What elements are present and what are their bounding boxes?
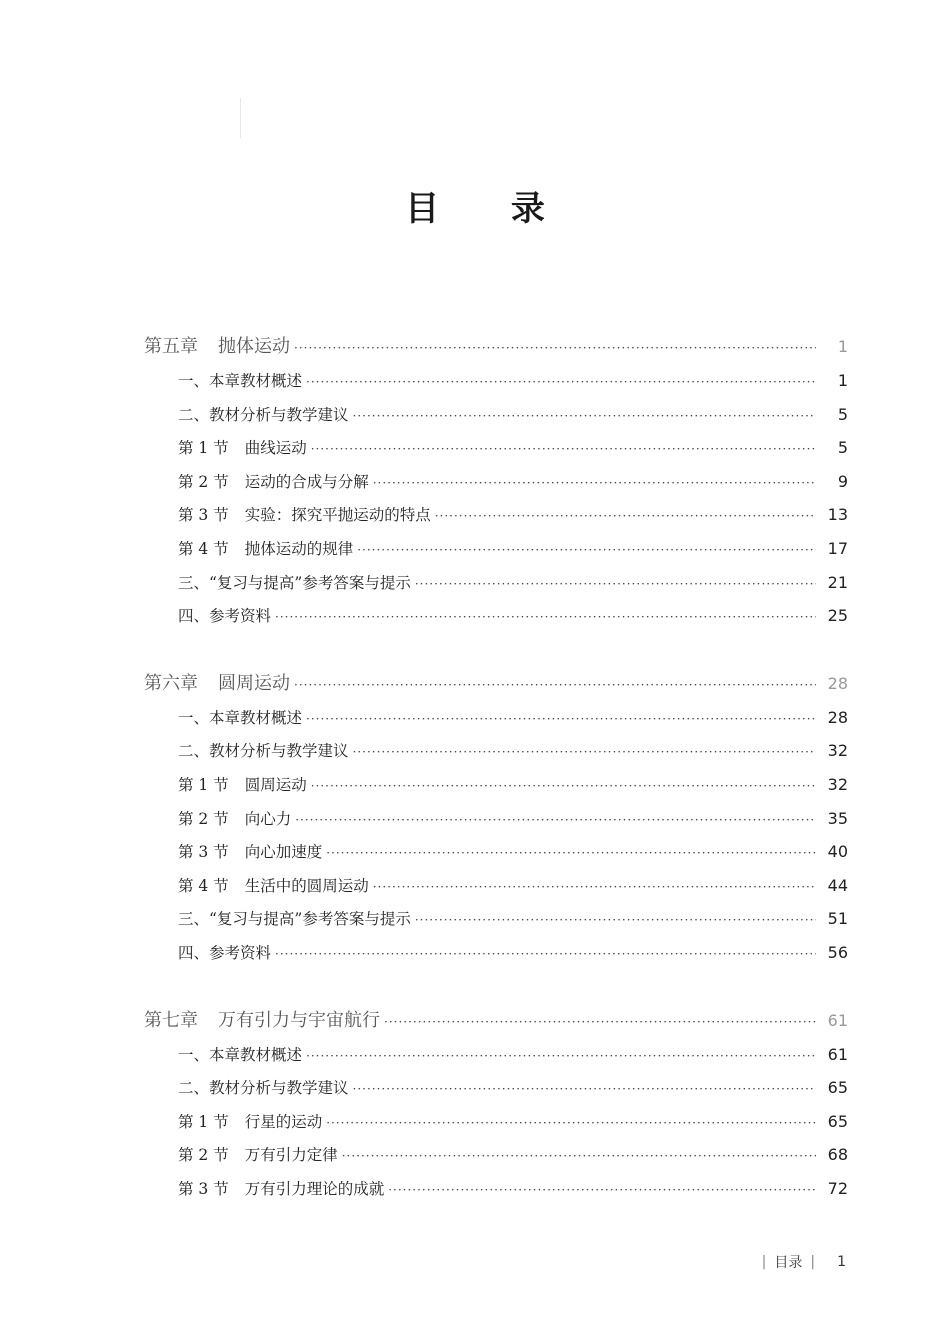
toc-entry[interactable] [144,599,848,633]
entry-title: 运动的合成与分解 [244,472,369,491]
dot-leader [311,770,816,804]
entry-title: 四、参考资料 [178,607,272,626]
toc-entry[interactable] [144,398,848,432]
toc-entry[interactable] [144,835,848,869]
toc-entry[interactable] [144,802,848,836]
dot-leader [306,703,816,737]
entry-title: 圆周运动 [244,775,307,794]
chapter-number: 第六章 [144,672,198,694]
dot-leader [357,534,816,568]
entry-label [178,1072,349,1106]
entry-label [178,803,291,837]
entry-label [178,1039,302,1073]
chapter-title: 抛体运动 [218,336,290,357]
entry-page-number: 9 [837,471,848,491]
entry-title: 抛体运动的规律 [244,539,354,558]
page-title: 目 录 [405,188,575,229]
entry-page-number: 21 [827,572,848,592]
dot-leader [275,938,816,972]
entry-label [178,836,322,870]
chapter-title: 万有引力与宇宙航行 [218,1009,380,1031]
entry-label [178,600,271,634]
entry-page-number: 51 [827,909,848,929]
dot-leader [388,1174,816,1208]
entry-label [178,702,302,736]
entry-page-number: 40 [827,842,848,862]
entry-page-number: 28 [827,707,848,727]
chapter-page-number: 28 [827,673,848,693]
dot-leader [384,1005,816,1039]
entry-title: 一、本章教材概述 [178,372,303,390]
entry-page-number: 65 [827,1078,848,1098]
chapter-page-number: 1 [837,337,848,356]
section-number: 第 1 节 [178,1112,229,1131]
chapter-label [144,330,290,364]
toc-entry[interactable] [144,902,848,936]
footer-label: 目录 [774,1255,803,1271]
entry-label [178,533,353,567]
chapter-section [144,330,848,633]
section-number: 第 1 节 [178,775,229,794]
dot-leader [415,568,816,602]
table-of-contents [144,330,848,1239]
dot-leader [294,668,816,702]
chapter-label [144,667,290,701]
entry-page-number: 5 [837,404,848,424]
dot-leader [353,736,816,770]
toc-entry[interactable] [144,1105,848,1139]
footer-divider: | [761,1254,767,1270]
chapter-row[interactable] [144,1004,848,1038]
entry-title: 二、教材分析与教学建议 [178,742,349,761]
entry-title: 行星的运动 [244,1112,323,1131]
dot-leader [373,467,816,501]
footer-divider: | [810,1254,816,1270]
entry-page-number: 68 [827,1145,848,1165]
dot-leader [326,837,816,871]
dot-leader [311,433,816,467]
entry-page-number: 5 [837,438,848,458]
entry-page-number: 1 [837,371,848,390]
toc-entry[interactable] [144,532,848,566]
entry-label [178,365,302,399]
section-number: 第 2 节 [178,472,229,491]
toc-entry[interactable] [144,431,848,465]
section-number: 第 3 节 [178,1179,229,1198]
margin-line [240,98,241,138]
dot-leader [373,871,816,905]
entry-title: 向心力 [244,809,292,828]
page-footer [762,1252,846,1272]
entry-label [178,1139,338,1173]
entry-title: 三、“复习与提高”参考答案与提示 [178,573,411,592]
toc-entry[interactable] [144,936,848,970]
entry-label [178,769,307,803]
dot-leader [435,500,816,534]
dot-leader [342,1140,816,1174]
entry-page-number: 65 [827,1111,848,1131]
dot-leader [353,1073,816,1107]
entry-label [178,466,369,500]
entry-label [178,567,411,601]
section-number: 第 3 节 [178,843,229,862]
entry-title: 生活中的圆周运动 [244,876,369,895]
dot-leader [294,331,816,365]
dot-leader [306,1040,816,1074]
entry-label [178,735,349,769]
section-number: 第 4 节 [178,876,229,895]
chapter-label [144,1004,380,1038]
chapter-section [144,667,848,970]
entry-label [178,432,307,466]
section-number: 第 2 节 [178,1146,229,1165]
entry-title: 二、教材分析与教学建议 [178,405,349,424]
entry-page-number: 56 [827,942,848,962]
entry-label [178,937,271,971]
toc-entry[interactable] [144,734,848,768]
entry-label [178,499,431,533]
footer-page-number: 1 [837,1254,846,1270]
entry-title: 一、本章教材概述 [178,708,303,727]
entry-label [178,870,369,904]
toc-entry[interactable] [144,465,848,499]
dot-leader [275,601,816,635]
entry-title: 万有引力定律 [244,1146,338,1165]
entry-page-number: 72 [827,1178,848,1198]
toc-entry[interactable] [144,364,848,398]
dot-leader [306,366,816,400]
entry-title: 万有引力理论的成就 [244,1179,385,1198]
toc-entry[interactable] [144,768,848,802]
section-number: 第 1 节 [178,439,229,458]
toc-entry[interactable] [144,869,848,903]
toc-entry[interactable] [144,1138,848,1172]
section-number: 第 4 节 [178,539,229,558]
entry-page-number: 17 [827,538,848,558]
entry-title: 三、“复习与提高”参考答案与提示 [178,910,411,929]
toc-entry[interactable] [144,566,848,600]
section-number: 第 3 节 [178,506,229,525]
toc-entry[interactable] [144,1071,848,1105]
chapter-title: 圆周运动 [218,672,290,694]
dot-leader [353,400,816,434]
entry-label [178,903,411,937]
entry-title: 向心加速度 [244,843,323,862]
toc-entry[interactable] [144,1038,848,1072]
entry-label [178,1173,384,1207]
toc-entry[interactable] [144,498,848,532]
entry-page-number: 35 [827,808,848,828]
entry-title: 二、教材分析与教学建议 [178,1079,349,1098]
entry-page-number: 32 [827,741,848,761]
entry-title: 一、本章教材概述 [178,1045,303,1064]
toc-entry[interactable] [144,701,848,735]
dot-leader [415,904,816,938]
chapter-section [144,1004,848,1206]
entry-page-number: 32 [827,774,848,794]
chapter-page-number: 61 [827,1010,848,1030]
chapter-number: 第五章 [144,336,198,357]
entry-title: 四、参考资料 [178,943,272,962]
entry-page-number: 13 [827,505,848,525]
entry-title: 曲线运动 [244,439,307,458]
entry-page-number: 44 [827,875,848,895]
section-number: 第 2 节 [178,809,229,828]
dot-leader [295,804,816,838]
entry-title: 实验：探究平抛运动的特点 [244,506,431,525]
entry-page-number: 61 [827,1044,848,1064]
entry-page-number: 25 [827,606,848,626]
toc-entry[interactable] [144,1172,848,1206]
entry-label [178,399,349,433]
chapter-number: 第七章 [144,1009,198,1031]
dot-leader [326,1107,816,1141]
entry-label [178,1106,322,1140]
chapter-row[interactable] [144,667,848,701]
chapter-row[interactable] [144,330,848,364]
